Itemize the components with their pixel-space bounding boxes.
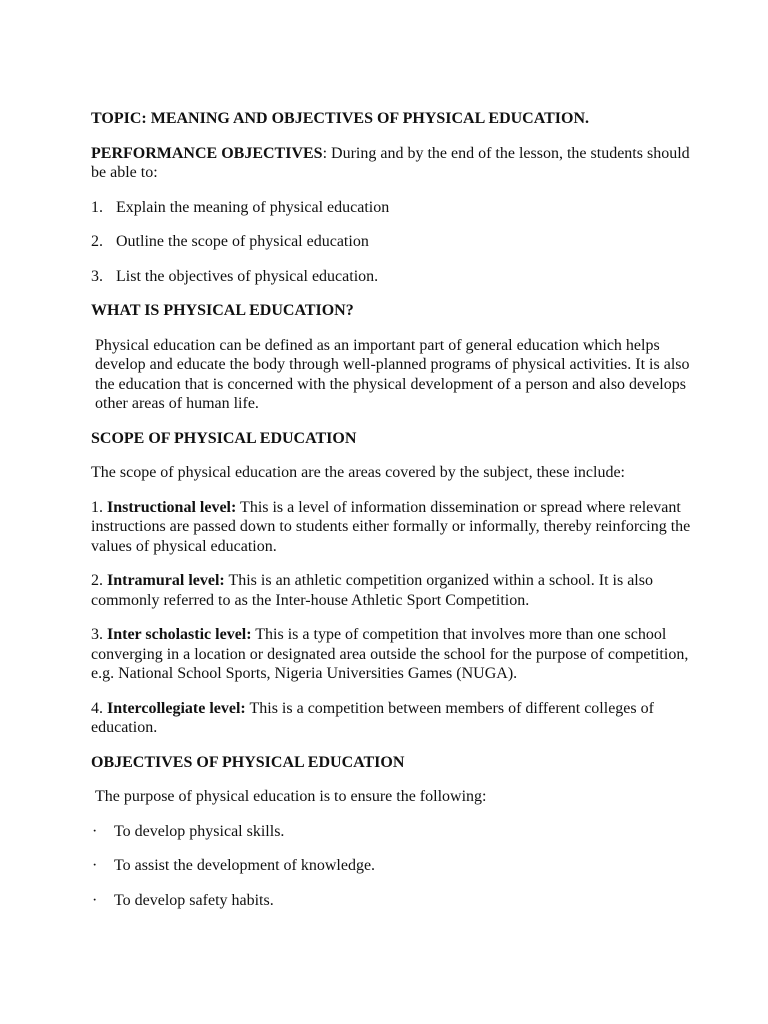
scope-item-label: Inter scholastic level: <box>107 626 252 643</box>
list-item <box>91 198 691 218</box>
what-is-heading: WHAT IS PHYSICAL EDUCATION? <box>91 302 354 319</box>
scope-item-number: 3. <box>91 626 107 643</box>
bullet-icon: · <box>92 822 98 840</box>
list-item-number: 2. <box>91 233 103 250</box>
bullet-item-text: To develop safety habits. <box>114 891 274 909</box>
list-item-number: 1. <box>91 198 103 216</box>
list-item-text: Outline the scope of physical education <box>116 233 369 250</box>
list-item-number: 3. <box>91 267 103 285</box>
scope-item-text: This is a competition between members of different colleges of education. <box>91 699 654 736</box>
scope-item-label: Instructional level: <box>107 498 237 516</box>
scope-item-number: 2. <box>91 572 107 589</box>
bullet-icon: · <box>92 891 98 909</box>
list-item-text: List the objectives of physical education. <box>116 267 379 285</box>
performance-objectives-paragraph <box>91 144 691 183</box>
scope-item-number: 4. <box>91 699 107 717</box>
objectives-heading: OBJECTIVES OF PHYSICAL EDUCATION <box>91 753 405 771</box>
scope-intro: The scope of physical education are the areas covered by the subject, these include: <box>91 464 625 481</box>
bullet-item <box>91 891 691 911</box>
scope-item-label: Intramural level: <box>107 572 225 589</box>
list-item-text: Explain the meaning of physical education <box>116 198 390 216</box>
performance-objectives-text: : During and by the end of the lesson, the students should be able to: <box>91 144 690 181</box>
scope-item <box>91 571 691 610</box>
bullet-item <box>91 822 691 842</box>
scope-item <box>91 498 691 557</box>
scope-item-label: Intercollegiate level: <box>107 699 246 717</box>
objectives-intro: The purpose of physical education is to ensure the following: <box>95 788 487 805</box>
bullet-item-text: To assist the development of knowledge. <box>114 857 376 874</box>
bullet-icon: · <box>92 857 98 874</box>
scope-item-number: 1. <box>91 498 107 516</box>
bullet-item <box>91 856 691 876</box>
what-is-paragraph: Physical education can be defined as an important part of general education which helps develop and educate the body through well-planned programs of physical activities. It is also the education that is concerned with the physical development of a person and also develops other areas of human life. <box>95 336 690 412</box>
document-page <box>91 109 691 925</box>
performance-objectives-label: PERFORMANCE OBJECTIVES <box>91 144 323 162</box>
scope-heading: SCOPE OF PHYSICAL EDUCATION <box>91 429 357 447</box>
scope-item <box>91 699 691 738</box>
list-item <box>91 267 691 287</box>
list-item <box>91 232 691 252</box>
scope-item <box>91 625 691 684</box>
scope-item-text: This is an athletic competition organized within a school. It is also commonly referred to as the Inter-house Athletic Sport Competition. <box>91 572 653 609</box>
scope-item-text: This is a level of information dissemination or spread where relevant instructions are passed down to students either formally or informally, thereby reinforcing the values of physical education. <box>91 498 691 555</box>
topic-heading: TOPIC: MEANING AND OBJECTIVES OF PHYSICAL EDUCATION. <box>91 110 589 127</box>
bullet-item-text: To develop physical skills. <box>114 822 285 840</box>
scope-item-text: This is a type of competition that involves more than one school converging in a location or designated area outside the school for the purpose of competition, e.g. National School Sports, Nigeria Universities Games (NUGA). <box>91 626 689 682</box>
